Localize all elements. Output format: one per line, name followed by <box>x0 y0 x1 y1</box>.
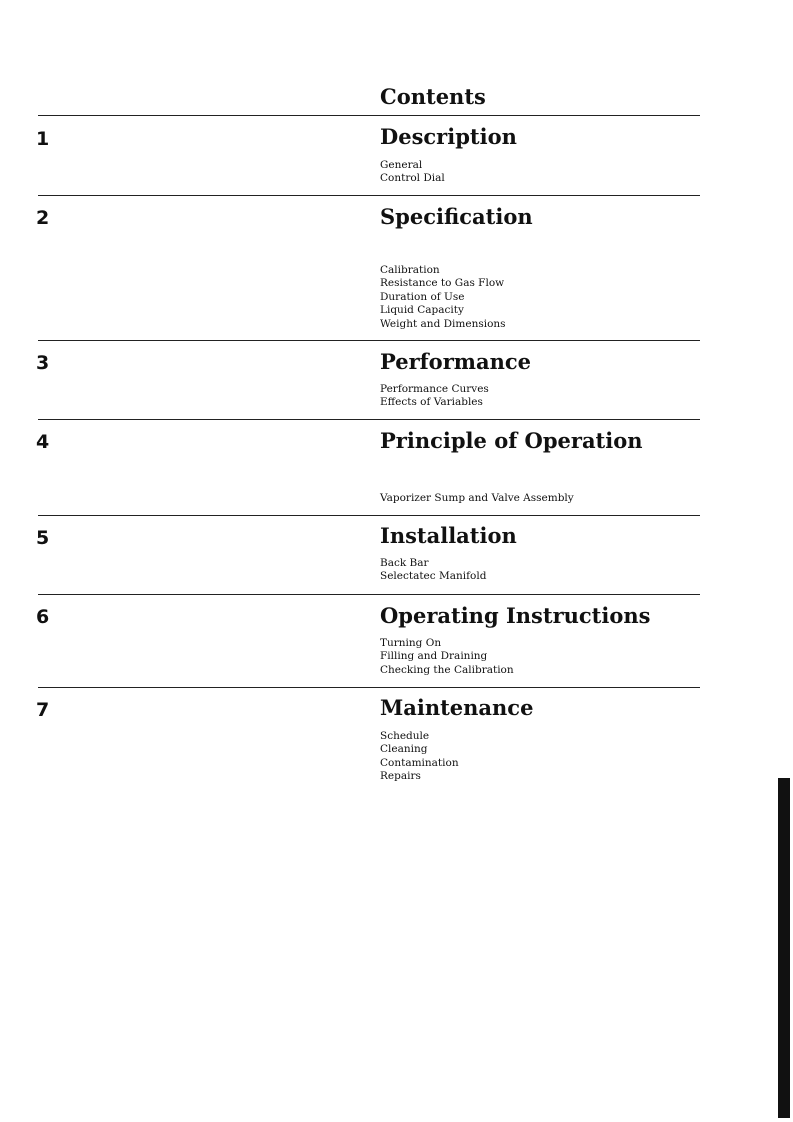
section-number: 1 <box>36 128 50 150</box>
section-divider <box>38 687 700 688</box>
section-divider <box>38 195 700 196</box>
toc-item[interactable]: Checking the Calibration <box>380 663 514 676</box>
toc-item[interactable]: General <box>380 159 423 171</box>
toc-item[interactable]: Cleaning <box>380 743 428 756</box>
section-title-operating-instructions[interactable]: Operating Instructions <box>380 603 651 628</box>
toc-item[interactable]: Contamination <box>380 756 459 769</box>
toc-item[interactable]: Vaporizer Sump and Valve Assembly <box>380 492 574 504</box>
scan-edge-bar <box>778 778 790 1118</box>
toc-item[interactable]: Filling and Draining <box>380 650 488 663</box>
section-items <box>380 557 486 584</box>
toc-item[interactable]: Weight and Dimensions <box>380 317 506 330</box>
section-title-performance[interactable]: Performance <box>380 349 531 374</box>
section-number: 2 <box>36 207 50 229</box>
section-divider <box>38 515 700 516</box>
section-number: 5 <box>36 527 50 549</box>
section-divider <box>38 340 700 341</box>
toc-item[interactable]: Duration of Use <box>380 290 465 303</box>
section-items <box>380 637 514 677</box>
page-title: Contents <box>380 84 486 109</box>
toc-item[interactable]: Performance Curves <box>380 383 489 395</box>
section-divider <box>38 594 700 595</box>
toc-item[interactable]: Calibration <box>380 264 440 276</box>
section-items <box>380 159 445 186</box>
section-title-installation[interactable]: Installation <box>380 523 517 548</box>
section-number: 4 <box>36 431 50 453</box>
toc-item[interactable]: Back Bar <box>380 557 429 569</box>
section-number: 3 <box>36 352 50 374</box>
toc-item[interactable]: Control Dial <box>380 172 445 185</box>
section-title-description[interactable]: Description <box>380 124 517 149</box>
section-items <box>380 383 489 410</box>
toc-item[interactable]: Repairs <box>380 770 421 783</box>
toc-item[interactable]: Selectatec Manifold <box>380 570 487 583</box>
section-divider <box>38 419 700 420</box>
section-title-maintenance[interactable]: Maintenance <box>380 695 534 720</box>
toc-item[interactable]: Effects of Variables <box>380 396 483 409</box>
section-number: 6 <box>36 606 50 628</box>
section-items <box>380 492 574 505</box>
section-title-principle-of-operation[interactable]: Principle of Operation <box>380 428 643 453</box>
toc-item[interactable]: Resistance to Gas Flow <box>380 277 505 290</box>
toc-item[interactable]: Schedule <box>380 730 430 742</box>
toc-item[interactable]: Turning On <box>380 637 442 649</box>
section-divider <box>38 115 700 116</box>
section-items <box>380 730 459 784</box>
section-items <box>380 264 506 331</box>
section-number: 7 <box>36 699 50 721</box>
toc-item[interactable]: Liquid Capacity <box>380 304 464 317</box>
section-title-specification[interactable]: Specification <box>380 204 533 229</box>
